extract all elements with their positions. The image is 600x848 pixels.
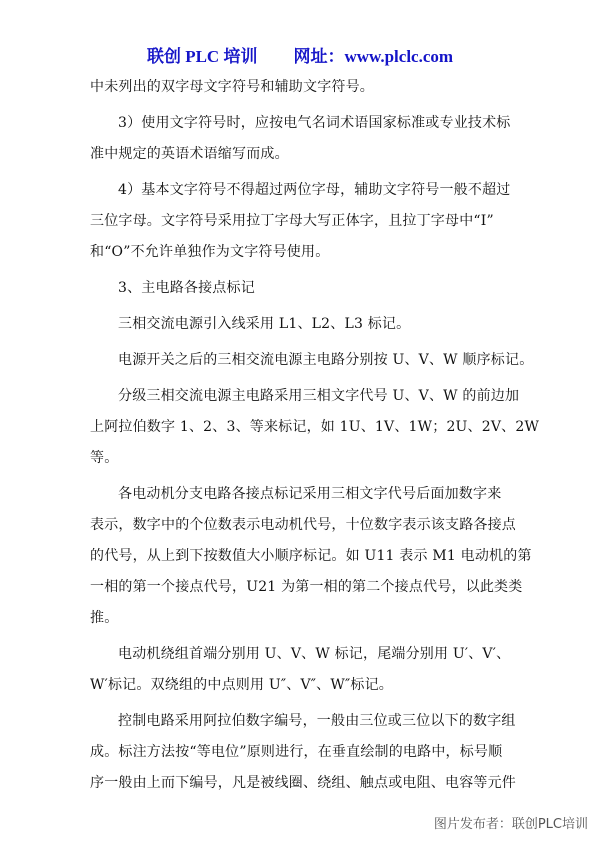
paragraph-2	[90, 175, 515, 268]
text-line: 三位字母。文字符号采用拉丁字母大写正体字，且拉丁字母中“I”	[90, 213, 494, 229]
paragraph-0	[90, 72, 515, 103]
paragraph-6	[90, 381, 540, 474]
text-line: 电动机绕组首端分别用 U、V、W 标记，尾端分别用 U′、V′、	[118, 646, 511, 662]
text-line: 三相交流电源引入线采用 L1、L2、L3 标记。	[118, 316, 411, 332]
text-line: 准中规定的英语术语缩写而成。	[90, 146, 289, 162]
text-line: 的代号，从上到下按数值大小顺序标记。如 U11 表示 M1 电动机的第	[90, 548, 532, 564]
text-line: 中未列出的双字母文字符号和辅助文字符号。	[90, 79, 374, 95]
section-heading	[90, 273, 515, 304]
paragraph-7	[90, 479, 532, 634]
paragraph-5	[90, 345, 534, 376]
text-line: W′标记。双绕组的中点则用 U″、V″、W″标记。	[90, 677, 394, 693]
page-header	[0, 42, 600, 67]
text-line: 3、主电路各接点标记	[118, 280, 255, 296]
text-line: 一相的第一个接点代号，U21 为第一相的第二个接点代号，以此类类	[90, 579, 523, 595]
text-line: 3）使用文字符号时，应按电气名词术语国家标准或专业技术标	[118, 115, 511, 131]
text-line: 电源开关之后的三相交流电源主电路分别按 U、V、W 顺序标记。	[118, 352, 534, 368]
paragraph-4	[90, 309, 515, 340]
text-line: 推。	[90, 610, 119, 626]
paragraph-9	[90, 706, 515, 799]
text-line: 序一般由上而下编号，凡是被线圈、绕组、触点或电阻、电容等元件	[90, 775, 516, 791]
text-line: 各电动机分支电路各接点标记采用三相文字代号后面加数字来	[118, 486, 502, 502]
text-line: 表示，数字中的个位数表示电动机代号，十位数字表示该支路各接点	[90, 517, 516, 533]
document-body	[90, 72, 540, 799]
text-line: 等。	[90, 450, 119, 466]
header-site: 网址：www.plclc.com	[293, 47, 454, 66]
text-line: 分级三相交流电源主电路采用三相文字代号 U、V、W 的前边加	[118, 388, 520, 404]
paragraph-1	[90, 108, 515, 170]
paragraph-8	[90, 639, 515, 701]
text-line: 上阿拉伯数字 1、2、3、等来标记，如 1U、1V、1W；2U、2V、2W	[90, 419, 540, 435]
publisher-watermark: 图片发布者：联创PLC培训	[433, 817, 588, 832]
text-line: 成。标注方法按“等电位”原则进行，在垂直绘制的电路中，标号顺	[90, 744, 503, 760]
header-brand: 联创 PLC 培训	[146, 47, 258, 66]
text-line: 和“O”不允许单独作为文字符号使用。	[90, 244, 330, 260]
text-line: 4）基本文字符号不得超过两位字母，辅助文字符号一般不超过	[118, 182, 511, 198]
text-line: 控制电路采用阿拉伯数字编号，一般由三位或三位以下的数字组	[118, 713, 516, 729]
